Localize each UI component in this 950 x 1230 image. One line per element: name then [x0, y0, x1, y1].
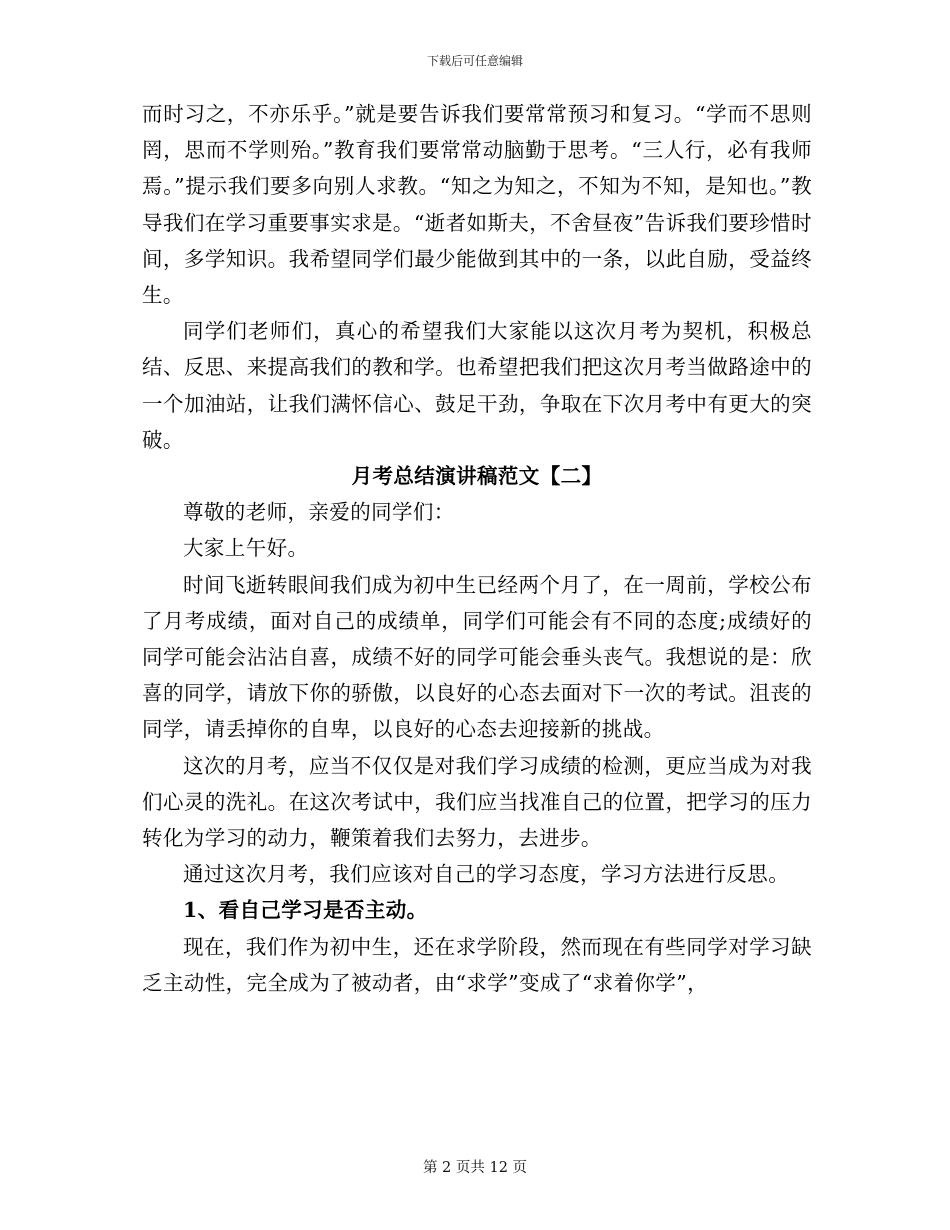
paragraph-continued: 而时习之，不亦乐乎。”就是要告诉我们要常常预习和复习。“学而不思则罔，思而不学则殆。”教育我们要常常动脑勤于思考。“三人行，必有我师焉。”提示我们要多向别人求教。“知之为知之，不知为不知，是知也。”教导我们在学习重要事实求是。“逝者如斯夫，不舍昼夜”告诉我们要珍惜时间，多学知识。我希望同学们最少能做到其中的一条，以此自励，受益终生。 — [142, 102, 812, 308]
subheading-initiative: 1、看自己学习是否主动。 — [183, 898, 428, 923]
page-header: 下载后可任意编辑 — [426, 54, 523, 68]
page-number: 第 2 页共 12 页 — [422, 1160, 528, 1176]
paragraph-reflection: 通过这次月考，我们应该对自己的学习态度，学习方法进行反思。 — [183, 862, 790, 887]
paragraph-exam-meaning: 这次的月考，应当不仅仅是对我们学习成绩的检测，更应当成为对我们心灵的洗礼。在这次考试中，我们应当找准自己的位置，把学习的压力转化为学习的动力，鞭策着我们去努力，去进步。 — [142, 753, 812, 851]
paragraph-initiative: 现在，我们作为初中生，还在求学阶段，然而现在有些同学对学习缺乏主动性，完全成为了被动者，由“求学”变成了“求着你学”， — [142, 934, 812, 995]
paragraph-exam-results: 时间飞逝转眼间我们成为初中生已经两个月了，在一周前，学校公布了月考成绩，面对自己的成绩单，同学们可能会有不同的态度;成绩好的同学可能会沾沾自喜，成绩不好的同学可能会垂头丧气。我想说的是：欣喜的同学，请放下你的骄傲，以良好的心态去面对下一次的考试。沮丧的同学，请丢掉你的自卑，以良好的心态去迎接新的挑战。 — [142, 572, 812, 742]
paragraph-closing-remarks: 同学们老师们，真心的希望我们大家能以这次月考为契机，积极总结、反思、来提高我们的教和学。也希望把我们把这次月考当做路途中的一个加油站，让我们满怀信心、鼓足干劲，争取在下次月考中有更大的突破。 — [142, 319, 812, 452]
section-title: 月考总结演讲稿范文【二】 — [351, 464, 603, 489]
greeting: 大家上午好。 — [183, 536, 309, 561]
salutation: 尊敬的老师，亲爱的同学们： — [183, 500, 455, 525]
document-body — [142, 96, 812, 1001]
